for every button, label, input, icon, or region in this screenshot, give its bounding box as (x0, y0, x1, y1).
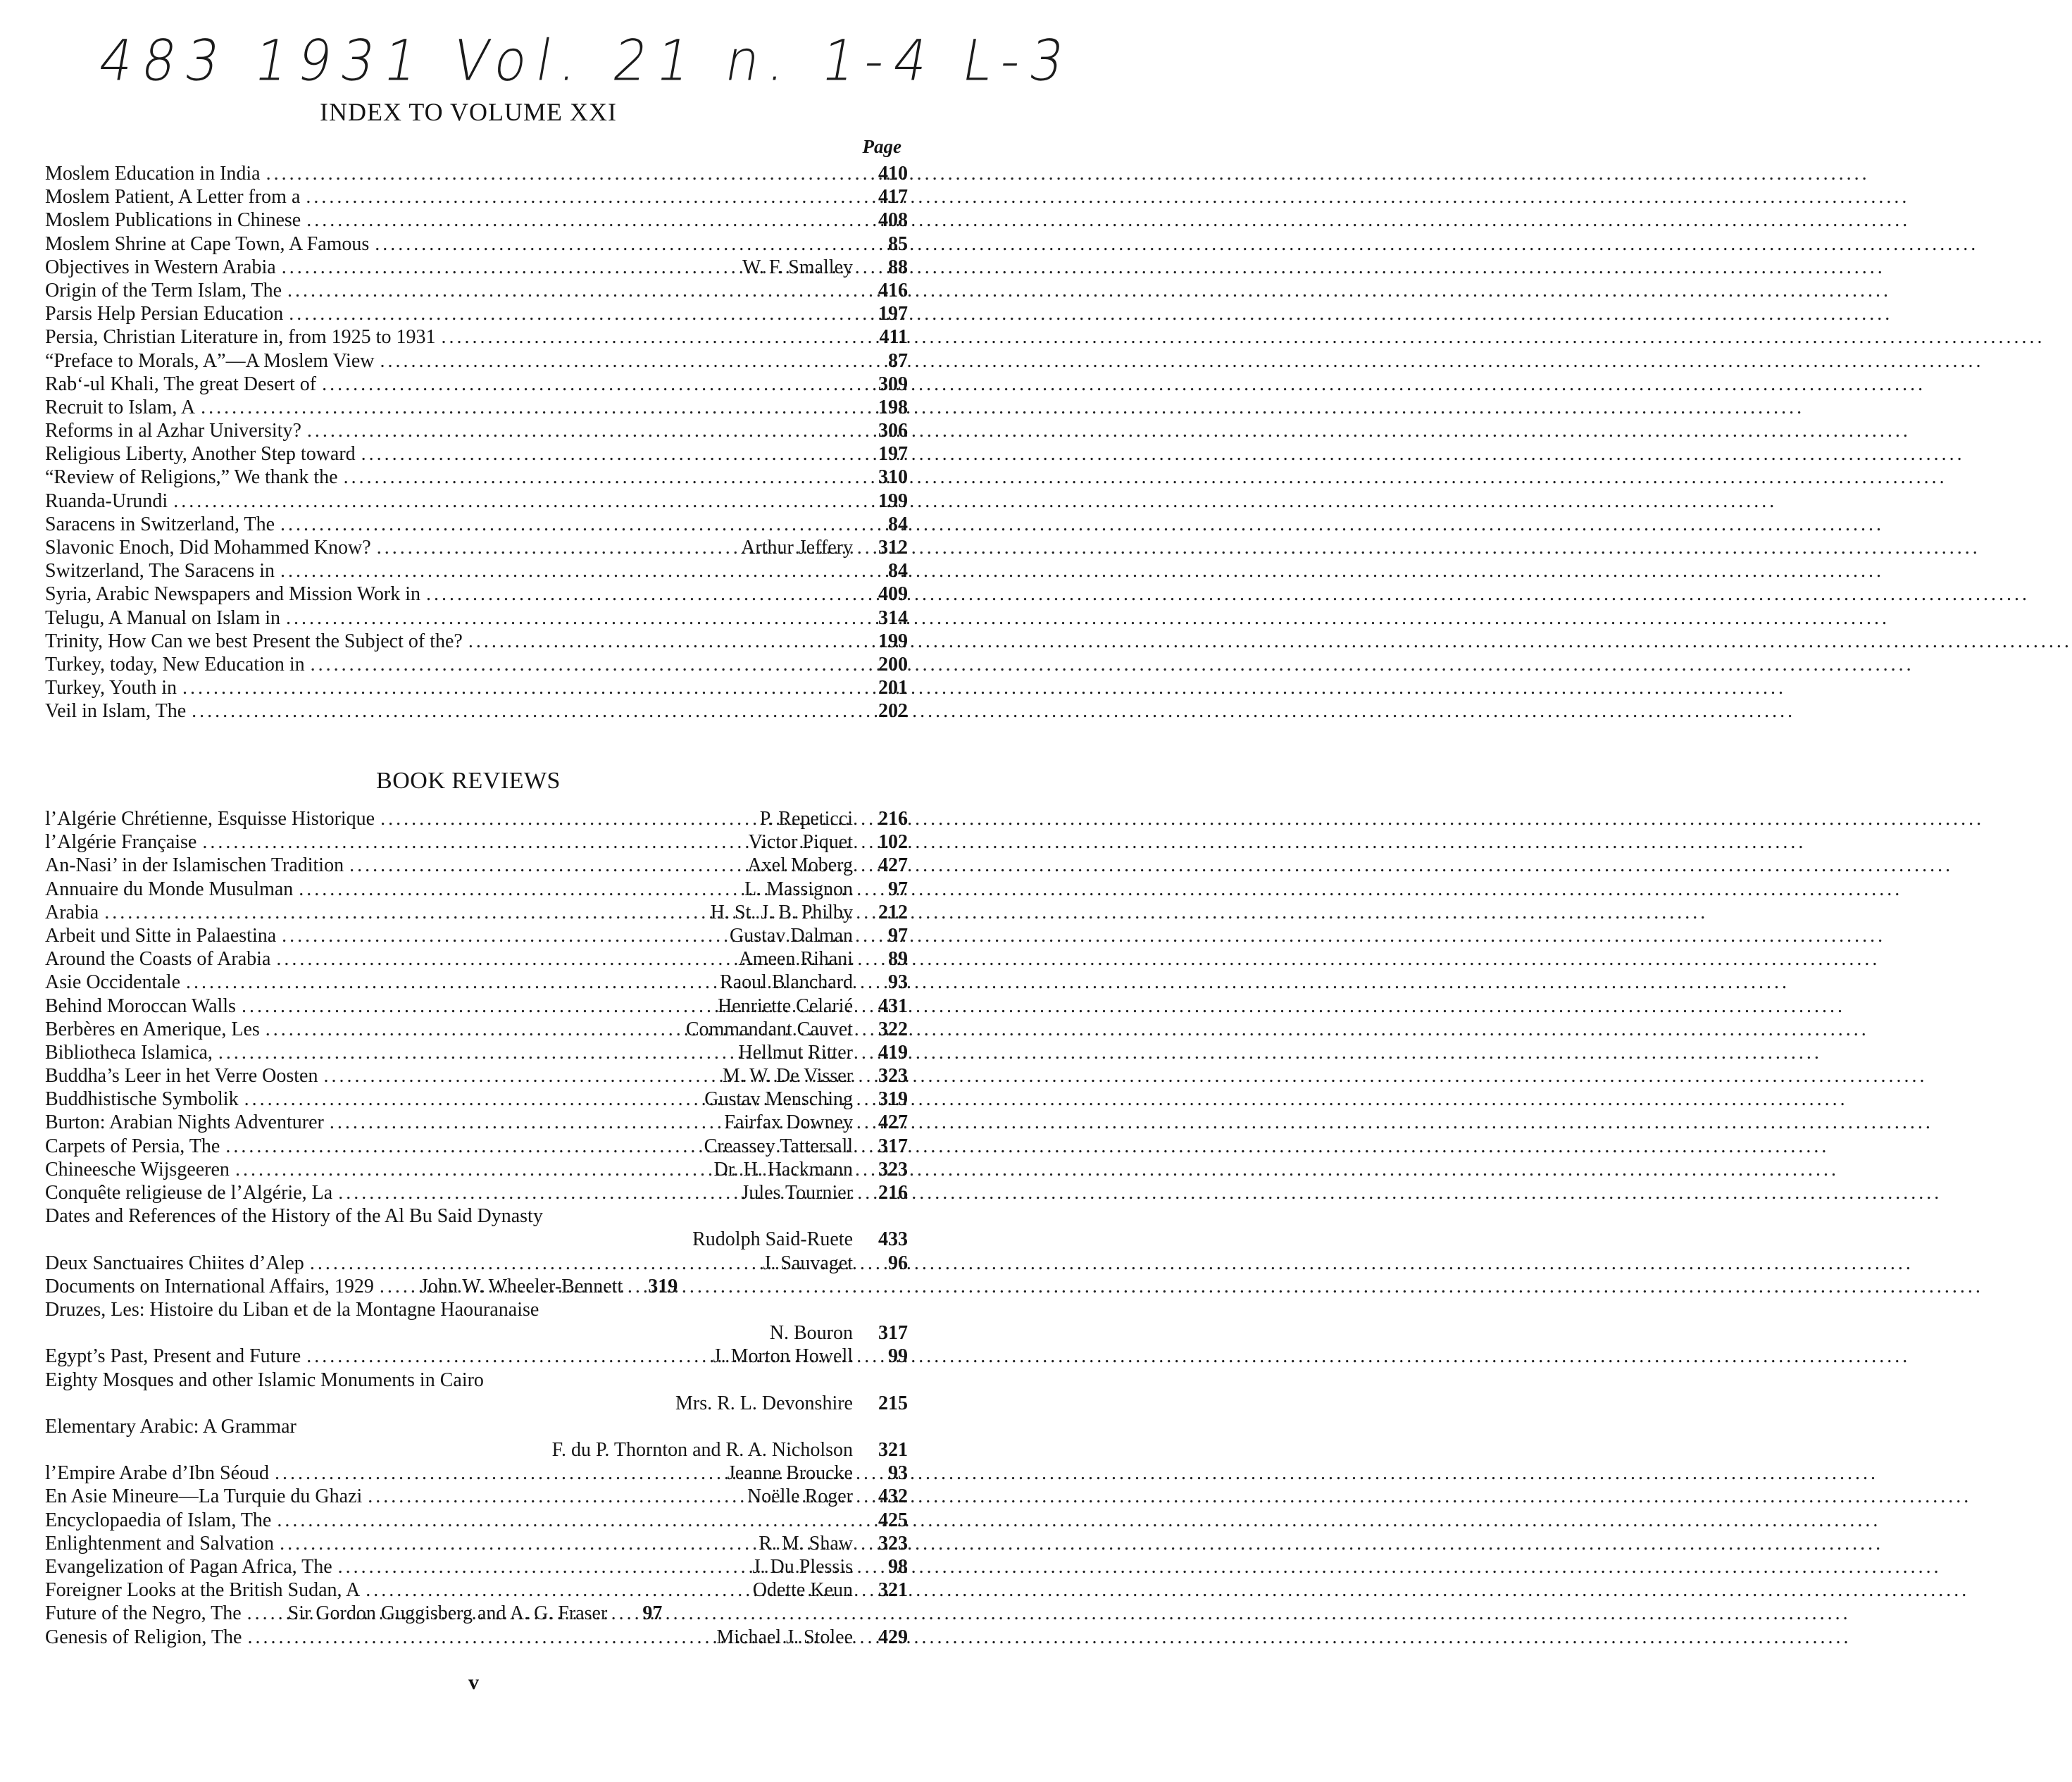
page-title: INDEX TO VOLUME XXI (320, 98, 617, 126)
entry-page: 197 (878, 303, 908, 325)
dot-leader (441, 325, 847, 349)
entry-author: Michael J. Stolee (716, 1626, 853, 1648)
entry-page: 88 (888, 256, 908, 278)
entry-page: 199 (878, 630, 908, 652)
index-entry (45, 185, 908, 208)
entry-page: 102 (878, 831, 908, 854)
entry-author: W. F. Smalley (742, 256, 853, 278)
dot-leader (192, 699, 847, 723)
dot-leader (266, 162, 847, 185)
entry-title: Asie Occidentale (45, 971, 181, 994)
entry-page: 212 (878, 901, 908, 923)
entry-page: 427 (878, 1111, 908, 1134)
index-entry (45, 653, 908, 676)
entry-page: 419 (878, 1041, 908, 1064)
entry-author: Hellmut Ritter (738, 1041, 853, 1064)
dot-leader (280, 1532, 753, 1555)
index-entry (45, 630, 908, 653)
entry-page: 89 (888, 948, 908, 971)
dot-leader (375, 232, 847, 256)
entry-page: 93 (888, 971, 908, 994)
page-column-header: Page (862, 136, 901, 157)
entry-title: Dates and References of the History of the Al Bu Said Dynasty (45, 1205, 543, 1228)
entry-page: 198 (878, 396, 908, 418)
dot-leader (247, 1602, 282, 1625)
entry-title: Switzerland, The Saracens in (45, 560, 275, 582)
entry-title: “Preface to Morals, A”—A Moslem View (45, 349, 375, 372)
index-entry (45, 807, 908, 830)
index-entry (45, 676, 908, 699)
dot-leader (306, 208, 847, 232)
entry-title: An-Nasi’ in der Islamischen Tradition (45, 854, 344, 877)
dot-leader (242, 995, 712, 1018)
index-entry (45, 1158, 908, 1181)
index-entry (45, 1181, 908, 1204)
entry-author: M. W. De Visser (722, 1065, 853, 1088)
index-entry (45, 513, 908, 536)
entry-author: Dr. H. Hackmann (713, 1158, 853, 1180)
index-entry (45, 1555, 908, 1578)
entry-page: 321 (878, 1439, 908, 1462)
page-folio: v (468, 1671, 479, 1694)
entry-title: Future of the Negro, The (45, 1602, 242, 1625)
entry-page: 201 (878, 677, 908, 699)
index-entry (45, 1135, 908, 1158)
entry-title: Religious Liberty, Another Step toward (45, 443, 356, 466)
entry-page: 85 (888, 232, 908, 255)
entry-title: Carpets of Persia, The (45, 1135, 220, 1157)
entry-title-line (45, 1204, 908, 1228)
entry-title: Origin of the Term Islam, The (45, 279, 282, 301)
entry-page: 216 (878, 1182, 908, 1204)
entry-page: 323 (878, 1532, 908, 1554)
index-entry (45, 1462, 908, 1485)
entry-title: Moslem Shrine at Cape Town, A Famous (45, 232, 370, 255)
entry-page: 99 (888, 1345, 908, 1368)
dot-leader (306, 1345, 707, 1368)
dot-leader (186, 971, 714, 994)
index-entry (45, 878, 908, 901)
entry-author: Raoul Blanchard (720, 971, 853, 994)
entry-page: 411 (879, 326, 908, 349)
entry-title: Druzes, Les: Histoire du Liban et de la Montagne Haouranaise (45, 1298, 539, 1321)
index-entry (45, 606, 908, 630)
entry-title: Encyclopaedia of Islam, The (45, 1509, 272, 1531)
index-entry (45, 208, 908, 232)
entry-page: 319 (878, 1088, 908, 1111)
entry-title: Annuaire du Monde Musulman (45, 878, 294, 900)
entry-title: Slavonic Enoch, Did Mohammed Know? (45, 537, 371, 559)
entry-author: Henriette Celarié (717, 995, 853, 1017)
entry-page: 322 (878, 1018, 908, 1040)
entry-author: Noëlle Roger (747, 1485, 853, 1508)
dot-leader (299, 878, 739, 901)
dot-leader (310, 1252, 758, 1275)
entry-page: 197 (878, 443, 908, 466)
dot-leader (349, 854, 742, 877)
entry-page: 314 (878, 606, 908, 629)
entry-title: Genesis of Religion, The (45, 1626, 242, 1648)
index-entry (45, 1602, 908, 1625)
entry-page: 87 (888, 349, 908, 372)
entry-title: Ruanda-Urundi (45, 490, 168, 512)
entry-author: F. du P. Thornton and R. A. Nicholson (551, 1439, 853, 1462)
entry-author-line (45, 1392, 908, 1415)
dot-leader (306, 185, 847, 208)
entry-page: 429 (878, 1626, 908, 1648)
dot-leader (368, 1485, 742, 1508)
dot-leader (225, 1135, 698, 1158)
entry-page: 432 (878, 1485, 908, 1508)
dot-leader (280, 513, 847, 536)
entry-page: 97 (888, 878, 908, 900)
index-entry (45, 279, 908, 302)
index-entry (45, 419, 908, 442)
dot-leader (282, 924, 724, 947)
index-entry (45, 1578, 908, 1602)
handwritten-annotation: 483 1931 Vol. 21 n. 1-4 L-3 (94, 27, 1079, 94)
index-entry (45, 854, 908, 877)
entry-page: 417 (878, 186, 908, 208)
entry-page: 323 (878, 1158, 908, 1180)
entry-title: Berbères en Amerique, Les (45, 1018, 260, 1040)
index-entry (45, 373, 908, 396)
entry-title: Objectives in Western Arabia (45, 256, 276, 278)
book-reviews-heading: BOOK REVIEWS (376, 768, 561, 794)
entry-author-line (45, 1438, 908, 1462)
dot-leader (468, 630, 847, 653)
index-entry (45, 466, 908, 489)
entry-author: Jules Tournier (741, 1182, 853, 1204)
entry-title: Recruit to Islam, A (45, 396, 196, 418)
entry-author: Commandant Cauvet (685, 1018, 853, 1040)
entry-page: 84 (888, 560, 908, 582)
entry-title: Saracens in Switzerland, The (45, 513, 275, 535)
entry-title-line (45, 1369, 908, 1392)
dot-leader (338, 1181, 735, 1204)
entry-title: Behind Moroccan Walls (45, 995, 236, 1017)
index-entry (45, 947, 908, 971)
index-entry (45, 830, 908, 854)
entry-author: H. St. J. B. Philby (710, 901, 853, 923)
dot-leader (286, 606, 847, 630)
dot-leader (182, 676, 847, 699)
entry-title: Foreigner Looks at the British Sudan, A (45, 1579, 361, 1602)
entry-page: 96 (888, 1252, 908, 1274)
entry-author: J. Sauvaget (763, 1252, 853, 1274)
entry-page: 323 (878, 1065, 908, 1088)
entry-title: Bibliotheca Islamica, (45, 1041, 213, 1064)
index-entry (45, 1485, 908, 1508)
entry-title: Turkey, today, New Education in (45, 653, 305, 675)
entry-title: Evangelization of Pagan Africa, The (45, 1556, 332, 1578)
entry-page: 200 (878, 653, 908, 675)
entry-title: Moslem Education in India (45, 163, 261, 185)
entry-page: 84 (888, 513, 908, 535)
index-entry (45, 232, 908, 256)
index-entry (45, 1532, 908, 1555)
entry-page: 98 (888, 1556, 908, 1578)
dot-leader (104, 901, 705, 924)
entry-author: Fairfax Downey (724, 1111, 853, 1134)
entry-title: Moslem Patient, A Letter from a (45, 186, 301, 208)
index-entry (45, 924, 908, 947)
dot-leader (322, 373, 847, 396)
index-entry (45, 396, 908, 419)
entry-page: 427 (878, 854, 908, 877)
index-entry (45, 559, 908, 582)
dot-leader (380, 1275, 415, 1298)
dot-leader (247, 1626, 711, 1649)
entry-page: 433 (878, 1228, 908, 1251)
entry-title: l’Empire Arabe d’Ibn Séoud (45, 1462, 270, 1485)
entry-title: Around the Coasts of Arabia (45, 948, 271, 971)
index-entry (45, 490, 908, 513)
entry-title: Moslem Publications in Chinese (45, 209, 301, 232)
entry-title: Documents on International Affairs, 1929 (45, 1275, 374, 1297)
entry-title: “Review of Religions,” We thank the (45, 466, 338, 489)
index-entry (45, 1041, 908, 1064)
index-entry (45, 1252, 908, 1275)
entry-title: Deux Sanctuaires Chiites d’Alep (45, 1252, 304, 1274)
entry-title: Rab‘-ul Khali, The great Desert of (45, 373, 317, 395)
dot-leader (266, 1018, 680, 1041)
dot-leader (361, 442, 847, 466)
entry-title: l’Algérie Française (45, 831, 197, 854)
entry-title: Arbeit und Sitte in Palaestina (45, 924, 277, 947)
entry-author: Sir Gordon Guggisberg and A. G. Fraser (287, 1602, 608, 1625)
book-reviews-list (45, 807, 908, 1649)
entry-page: 425 (878, 1509, 908, 1531)
index-entry (45, 1111, 908, 1134)
index-entry (45, 971, 908, 994)
entry-page: 409 (878, 583, 908, 606)
entry-page: 97 (642, 1602, 663, 1625)
entry-page: 199 (878, 490, 908, 512)
index-entry (45, 1275, 908, 1298)
dot-leader (277, 1509, 847, 1532)
dot-leader (201, 396, 847, 419)
dot-leader (244, 1088, 699, 1111)
entry-author: J. Morton Howell (713, 1345, 853, 1368)
dot-leader (276, 947, 732, 971)
index-entry (45, 302, 908, 325)
entry-title-line (45, 1415, 908, 1438)
index-list (45, 162, 908, 723)
index-entry (45, 1088, 908, 1111)
index-entry (45, 995, 908, 1018)
entry-page: 312 (878, 537, 908, 559)
index-entry (45, 1626, 908, 1649)
entry-author: Rudolph Said-Ruete (692, 1228, 853, 1251)
entry-page: 309 (878, 373, 908, 395)
entry-author: Gustav Mensching (704, 1088, 853, 1111)
entry-author-line (45, 1228, 908, 1251)
index-entry (45, 349, 908, 373)
entry-page: 317 (878, 1322, 908, 1345)
dot-leader (218, 1041, 733, 1064)
entry-title-line (45, 1298, 908, 1321)
entry-page: 410 (878, 163, 908, 185)
index-entry (45, 1509, 908, 1532)
entry-page: 202 (878, 700, 908, 723)
dot-leader (275, 1462, 722, 1485)
entry-title: En Asie Mineure—La Turquie du Ghazi (45, 1485, 363, 1508)
dot-leader (235, 1158, 709, 1181)
entry-author: Gustav Dalman (730, 924, 853, 947)
entry-page: 317 (878, 1135, 908, 1157)
dot-leader (280, 559, 847, 582)
dot-leader (426, 582, 847, 606)
index-entry (45, 256, 908, 279)
index-entry (45, 162, 908, 185)
entry-title: Reforms in al Azhar University? (45, 420, 301, 442)
index-entry (45, 699, 908, 723)
entry-page: 416 (878, 279, 908, 301)
entry-page: 310 (878, 466, 908, 489)
entry-author: J. Du Plessis (752, 1556, 853, 1578)
entry-title: Parsis Help Persian Education (45, 303, 284, 325)
entry-title: Chineesche Wijsgeeren (45, 1158, 230, 1180)
entry-title: Buddha’s Leer in het Verre Oosten (45, 1065, 318, 1088)
entry-title: Enlightenment and Salvation (45, 1532, 275, 1554)
entry-page: 431 (878, 995, 908, 1017)
entry-page: 93 (888, 1462, 908, 1485)
index-entry (45, 582, 908, 606)
dot-leader (173, 490, 847, 513)
entry-title: Egypt’s Past, Present and Future (45, 1345, 301, 1368)
entry-title: Burton: Arabian Nights Adventurer (45, 1111, 324, 1134)
entry-title: Buddhistische Symbolik (45, 1088, 239, 1111)
entry-author: P. Repeticci (759, 808, 853, 830)
entry-page: 216 (878, 808, 908, 830)
dot-leader (307, 419, 847, 442)
entry-author: L. Massignon (744, 878, 853, 900)
entry-author: Axel Moberg (747, 854, 853, 877)
dot-leader (366, 1578, 747, 1602)
dot-leader (380, 349, 847, 373)
entry-author: Ameen Rihani (738, 948, 853, 971)
index-entry (45, 536, 908, 559)
index-entry (45, 1064, 908, 1088)
entry-author: N. Bouron (769, 1322, 853, 1345)
dot-leader (202, 830, 742, 854)
dot-leader (330, 1111, 718, 1134)
entry-author-line (45, 1321, 908, 1345)
entry-author: Arthur Jeffery (741, 537, 853, 559)
entry-page: 321 (878, 1579, 908, 1602)
entry-title: Telugu, A Manual on Islam in (45, 606, 281, 629)
entry-author: John W. Wheeler-Bennett (420, 1275, 623, 1297)
entry-title: Arabia (45, 901, 99, 923)
entry-author: R. M. Shaw (759, 1532, 853, 1554)
entry-page: 319 (648, 1275, 678, 1297)
dot-leader (344, 466, 847, 489)
dot-leader (324, 1064, 717, 1088)
entry-title: Syria, Arabic Newspapers and Mission Work in (45, 583, 421, 606)
entry-title: Trinity, How Can we best Present the Subject of the? (45, 630, 463, 652)
dot-leader (311, 653, 847, 676)
entry-page: 408 (878, 209, 908, 232)
entry-author: Creassey Tattersall (704, 1135, 853, 1157)
dot-leader (289, 302, 847, 325)
entry-author: Victor Piquet (748, 831, 853, 854)
index-entry (45, 901, 908, 924)
entry-author: Jeanne Broucke (727, 1462, 853, 1485)
entry-title: Veil in Islam, The (45, 700, 187, 723)
dot-leader (282, 256, 737, 279)
entry-author: Odette Keun (752, 1579, 853, 1602)
entry-page: 306 (878, 420, 908, 442)
entry-author: Mrs. R. L. Devonshire (675, 1392, 853, 1414)
entry-title: Turkey, Youth in (45, 677, 177, 699)
entry-page: 97 (888, 924, 908, 947)
entry-title: Eighty Mosques and other Islamic Monuments in Cairo (45, 1369, 484, 1391)
entry-title: Elementary Arabic: A Grammar (45, 1415, 297, 1438)
dot-leader (287, 279, 847, 302)
index-entry (45, 325, 908, 349)
index-entry (45, 442, 908, 466)
entry-title: Persia, Christian Literature in, from 1925 to 1931 (45, 326, 436, 349)
entry-page: 215 (878, 1392, 908, 1414)
index-entry (45, 1345, 908, 1368)
index-entry (45, 1018, 908, 1041)
dot-leader (377, 536, 735, 559)
dot-leader (380, 807, 754, 830)
entry-title: l’Algérie Chrétienne, Esquisse Historique (45, 808, 375, 830)
dot-leader (338, 1555, 747, 1578)
entry-title: Conquête religieuse de l’Algérie, La (45, 1182, 333, 1204)
